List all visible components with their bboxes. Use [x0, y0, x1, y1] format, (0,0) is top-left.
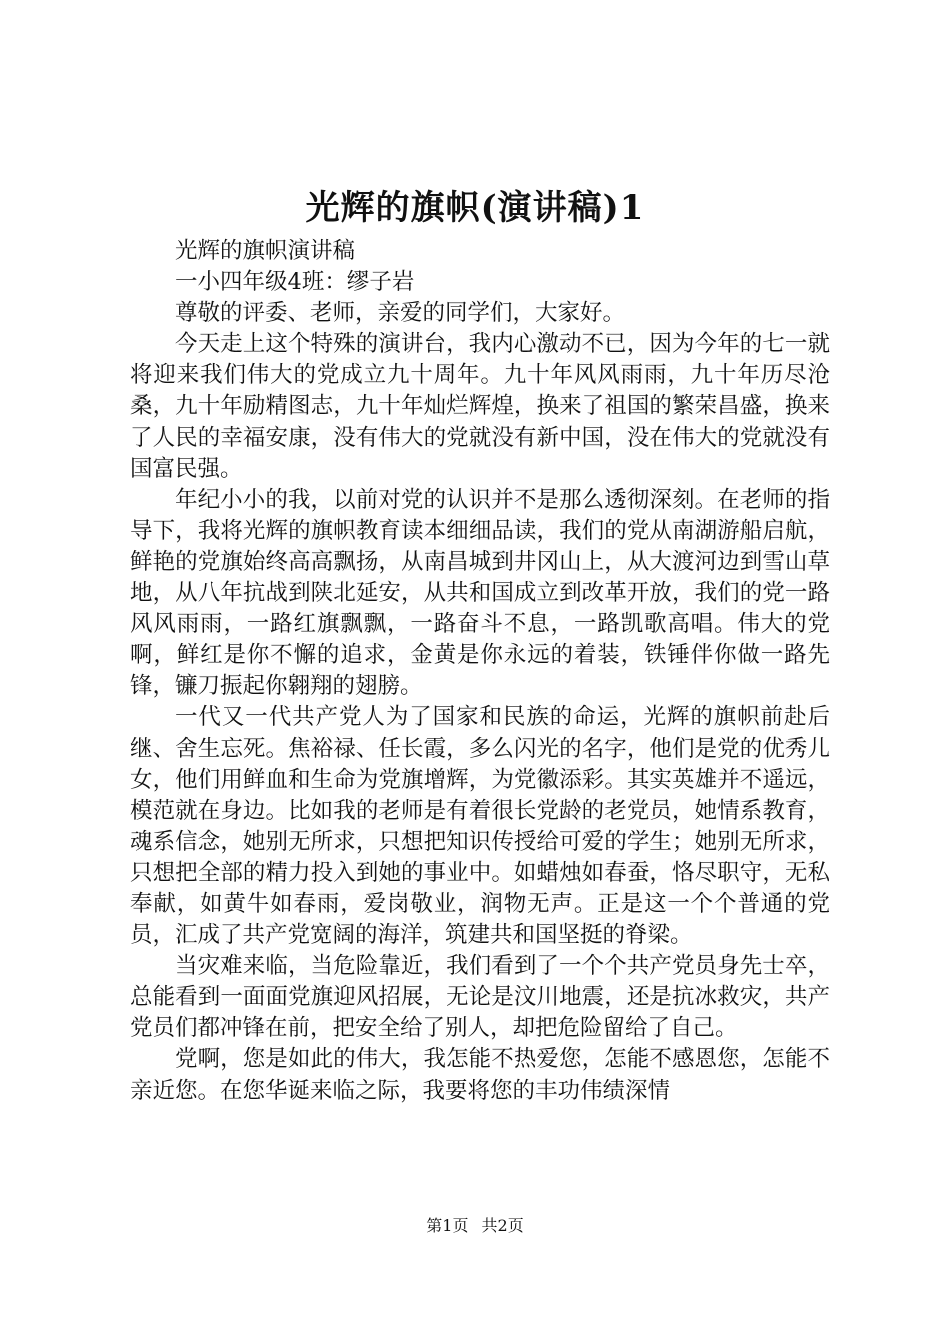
page-number-total: 共2页 [481, 1216, 524, 1235]
document-title: 光辉的旗帜(演讲稿)1 [305, 188, 645, 228]
paragraph-greeting: 尊敬的评委、老师，亲爱的同学们，大家好。 [175, 300, 626, 327]
document-body [130, 236, 830, 1107]
paragraph-body: 党啊，您是如此的伟大，我怎能不热爱您，怎能不感恩您，怎能不亲近您。在您华诞来临之际，我要将您的丰功伟绩深情 [130, 1046, 830, 1104]
paragraph-speech-title: 光辉的旗帜演讲稿 [175, 238, 356, 264]
paragraph-body: 一代又一代共产党人为了国家和民族的命运，光辉的旗帜前赴后继、舍生忘死。焦裕禄、任长霞，多么闪光的名字，他们是党的优秀儿女，他们用鲜血和生命为党旗增辉，为党徽添彩。其实英雄并不遥远，模范就在身边。比如我的老师是有着很长党龄的老党员，她情系教育，魂系信念，她别无所求，只想把知识传授给可爱的学生；她别无所求，只想把全部的精力投入到她的事业中。如蜡烛如春蚕，恪尽职守，无私奉献，如黄牛如春雨，爱岗敬业，润物无声。正是这一个个普通的党员，汇成了共产党宽阔的海洋，筑建共和国坚挺的脊梁。 [130, 704, 830, 949]
paragraph-body: 今天走上这个特殊的演讲台，我内心激动不已，因为今年的七一就将迎来我们伟大的党成立九十周年。九十年风风雨雨，九十年历尽沧桑，九十年励精图志，九十年灿烂辉煌，换来了祖国的繁荣昌盛，换来了人民的幸福安康，没有伟大的党就没有新中国，没在伟大的党就没有国富民强。 [130, 331, 830, 482]
page-footer [0, 1214, 950, 1238]
paragraph-author: 一小四年级4班：缪子岩 [175, 269, 415, 296]
paragraph-body: 年纪小小的我，以前对党的认识并不是那么透彻深刻。在老师的指导下，我将光辉的旗帜教育读本细细品读，我们的党从南湖游船启航，鲜艳的党旗始终高高飘扬，从南昌城到井冈山上，从大渡河边到雪山草地，从八年抗战到陕北延安，从共和国成立到改革开放，我们的党一路风风雨雨，一路红旗飘飘，一路奋斗不息，一路凯歌高唱。伟大的党啊，鲜红是你不懈的追求，金黄是你永远的着装，铁锤伴你做一路先锋，镰刀振起你翱翔的翅膀。 [130, 486, 830, 700]
page-number-current: 第1页 [426, 1216, 469, 1235]
paragraph-body: 当灾难来临，当危险靠近，我们看到了一个个共产党员身先士卒，总能看到一面面党旗迎风招展，无论是汶川地震，还是抗冰救灾，共产党员们都冲锋在前，把安全给了别人，却把危险留给了自己。 [130, 953, 830, 1042]
